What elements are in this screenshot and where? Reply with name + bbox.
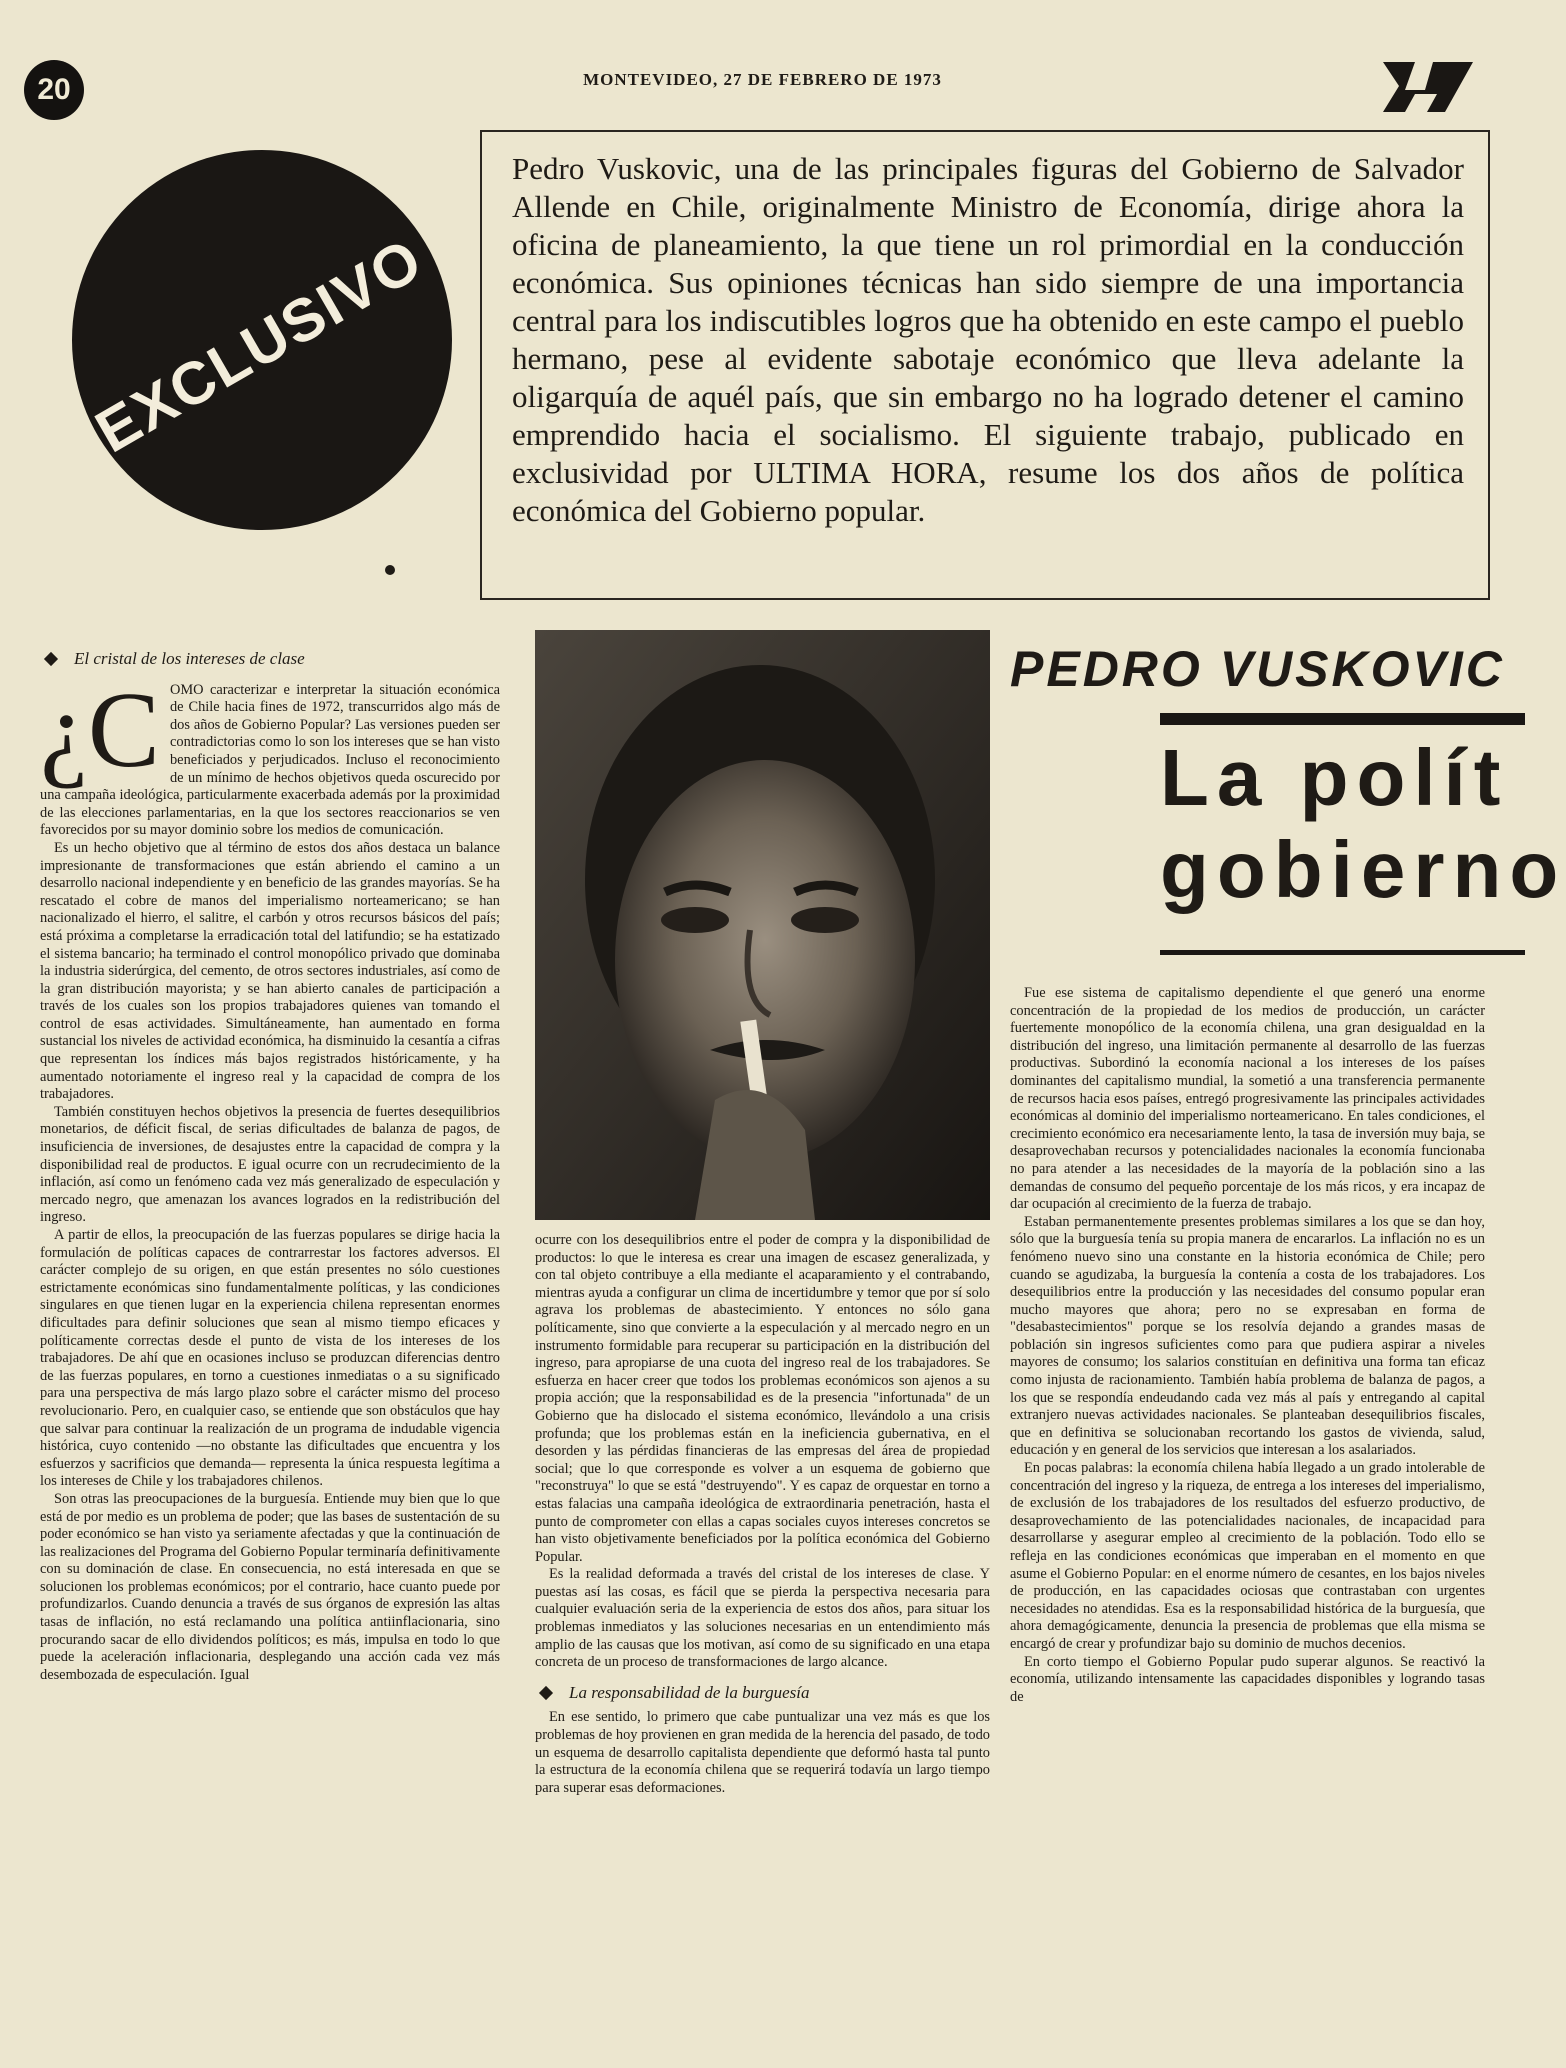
portrait-photo [535, 630, 990, 1220]
section-heading-1 [40, 650, 500, 668]
author-name: PEDRO VUSKOVIC [1010, 641, 1505, 697]
section-heading-1-text: El cristal de los intereses de clase [74, 649, 305, 668]
exclusivo-badge [72, 150, 452, 530]
paragraph: En corto tiempo el Gobierno Popular pudo superar algunos. Se reactivó la economía, utilizando intensamente las capacidades disponibles y logrando tasas de [1010, 1653, 1485, 1705]
title-line-2: gobierno [1160, 825, 1566, 914]
paragraph: Son otras las preocupaciones de la burguesía. Entiende muy bien que lo que está de por medio es un problema de poder; que las bases de sustentación de su poder económico se han visto ya seriamente afectadas y que la continuación de las realizaciones del Programa del Gobierno Popular terminaría definitivamente con su dominación de clase. En consecuencia, no está interesada en que se solucionen los problemas económicos; por el contrario, hace cuanto puede por profundizarlos. Cuando denuncia a través de sus órganos de expresión las altas tasas de inflación, no está reclamando una política antiinflacionaria, sino procurando sacar de ello dividendos políticos; es más, impulsa en todo lo que puede la aceleración inflacionaria, desplegando una acción cada vez más desembozada de especulación. Igual [40, 1490, 500, 1683]
paragraph: A partir de ellos, la preocupación de las fuerzas populares se dirige hacia la formulación de políticas capaces de contrarrestar los factores adversos. El carácter complejo de su origen, en que están presentes no sólo cuestiones estrictamente económicas sino fundamentalmente políticas, y las condiciones singulares en que tienen lugar en la experiencia chilena representan enormes dificultades para definir soluciones que sean al mismo tiempo eficaces y políticamente correctas desde el punto de vista de los intereses de los trabajadores. De ahí que en ocasiones incluso se produzcan diferencias dentro de las fuerzas populares, en torno a cuestiones inmediatas o a su significado para una perspectiva de más largo plazo sobre el carácter mismo del proceso revolucionario. Pero, en cualquier caso, se entiende que son obstáculos que hay que salvar para continuar la realización de un programa de indudable vigencia histórica, cuyo contenido —no obstante las dificultades que encuentra y los esfuerzos y sacrificios que demanda— representa la única respuesta legítima a los intereses de Chile y los trabajadores chilenos. [40, 1227, 500, 1490]
section-heading-2 [535, 1684, 990, 1702]
paragraph: También constituyen hechos objetivos la presencia de fuertes desequilibrios monetarios, de déficit fiscal, de serias dificultades de balanza de pagos, de insuficiencia de inversiones, de desajustes entre la capacidad de compra y la disponibilidad real de productos. E igual ocurre con un recrudecimiento de la inflación, así como un fenómeno cada vez más generalizado de especulación y mercado negro, que amenazan los avances logrados en la redistribución del ingreso. [40, 1103, 500, 1226]
article-title [1160, 732, 1566, 952]
newspaper-logo-icon [1375, 50, 1485, 120]
page-number-badge [24, 60, 84, 120]
intro-text: Pedro Vuskovic, una de las principales figuras del Gobierno de Salvador Allende en Chile, originalmente Ministro de Economía, dirige ahora la oficina de planeamiento, la que tiene un rol primordial en la conducción económica. Sus opiniones técnicas han sido siempre de una importancia central para los indiscutibles logros que ha obtenido en este campo el pueblo hermano, pese al evidente sabotaje económico que lleva adelante la oligarquía de aquél país, que sin embargo no ha logrado detener el camino emprendido hacia el socialismo. El siguiente trabajo, publicado en exclusividad por ULTIMA HORA, resume los dos años de política económica del Gobierno popular. [512, 151, 1464, 528]
intro-box [480, 130, 1490, 600]
paragraph: Es un hecho objetivo que al término de estos dos años destaca un balance impresionante de transformaciones que están abriendo el camino a un desarrollo nacional independiente y en beneficio de las grandes mayorías. Se ha rescatado el cobre de manos del imperialismo norteamericano; se han nacionalizado el hierro, el salitre, el carbón y otros recursos básicos del país; está próxima a completarse la erradicación total del latifundio; se ha estatizado el sistema bancario; ha terminado el control monopólico privado que dominaba la industria siderúrgica, del cemento, de otros sectores industriales, así como de la gran distribución mayorista; y se han abierto canales de participación a través de los cuales son los propios trabajadores quienes van tomando el control de esas actividades. Simultáneamente, han aumentado en forma sustancial los niveles de actividad económica, ha disminuido la cesantía a cifras que representan los índices más bajos registrados históricamente, y ha aumentado notoriamente el ingreso real y la capacidad de compra de los trabajadores. [40, 839, 500, 1103]
exclusivo-label: EXCLUSIVO [84, 225, 434, 466]
exclusivo-label-graphic [72, 150, 452, 530]
paragraph: Es la realidad deformada a través del cristal de los intereses de clase. Y puestas así las cosas, es fácil que se pierda la perspectiva necesaria para cualquier evaluación seria de la experiencia de estos dos años, para situar los problemas inmediatos y las soluciones necesarias en un entendimiento más amplio de las causas que los motivan, así como de su significado en una etapa concreta de un proceso de transformaciones de largo alcance. [535, 1566, 990, 1671]
title-rule-bottom [1160, 950, 1525, 955]
article-column-right [1010, 985, 1485, 1706]
paragraph: ocurre con los desequilibrios entre el poder de compra y la disponibilidad de productos: lo que le interesa es crear una imagen de escasez generalizada, y con tal objeto contribuye a ella mediante el acaparamiento y el contrabando, mientras ayuda a configurar un clima de incertidumbre y temor que por sí solo agrava los problemas de abastecimiento. Y entonces no sólo gana políticamente, sino que convierte a la especulación y al mercado negro en un instrumento formidable para recuperar su participación en la distribución del ingreso, para apropiarse de una cuota del ingreso real de los trabajadores. Se esfuerza en hacer creer que todos los problemas económicos son ajenos a su propia acción; que la responsabilidad es de la presencia "infortunada" de un Gobierno que ha dislocado el sistema económico, llevándolo a una crisis profunda; que los problemas están en la ineficiencia gubernativa, en el desorden y las pérdidas financieras de las empresas del área de propiedad social; que lo que corresponde es volver a un esquema de gobierno que "reconstruya" lo que se está "destruyendo". Y es capaz de orquestar en torno a estas falacias una campaña ideológica de extraordinaria penetración, hasta el punto de comprometer con ellas a capas sociales cuyos intereses concretos se han visto objetivamente beneficiados por la política económica del Gobierno Popular. [535, 1232, 990, 1565]
paragraph: Estaban permanentemente presentes problemas similares a los que se dan hoy, sólo que la burguesía tenía su propia manera de encararlos. La inflación no es un fenómeno nuevo sino una constante en la historia económica de Chile; pero cuando se agudizaba, la burguesía la contenía a costa de los trabajadores. Los desequilibrios entre la producción y las necesidades del consumo popular eran mucho mayores que ahora; pero no se expresaban en forma de "desabastecimientos" porque se los resolvía dejando a grandes masas de población sin ingresos suficientes como para que pudiera aspirar a niveles mayores de consumo; los salarios constituían en definitiva una forma tan eficaz como injusta de racionamiento. También había problema de balanza de pagos, a los que se respondía endeudando cada vez más al país y entregando al capital extranjero nuevas actividades nacionales. Se planteaban desequilibrios fiscales, que en definitiva se solucionaban recortando los gastos de vivienda, salud, educación y en general de los servicios que interesan a los asalariados. [1010, 1213, 1485, 1459]
article-column-left [40, 650, 500, 1684]
article-column-middle [535, 1232, 990, 1797]
paragraph: Fue ese sistema de capitalismo dependiente el que generó una enorme concentración de la propiedad de los medios de producción, un carácter fuertemente monopólico de la economía chilena, una gran desigualdad en la distribución del ingreso, una limitación permanente al desarrollo de las fuerzas productivas. Subordinó la economía nacional a los intereses de los países dominantes del capitalismo mundial, la sometió a una transferencia permanente de recursos hacia esos países, entregó progresivamente las principales actividades económicas al dominio del imperialismo norteamericano. En tales condiciones, el crecimiento económico era necesariamente lento, la tasa de inversión muy baja, se desaprovechaban recursos y potencialidades nacionales la economía funcionaba no para atender a las necesidades de la mayoría de la población sino a las demandas de consumo del pequeño porcentaje de los más ricos, y era incapaz de dar ocupación al crecimiento de la fuerza de trabajo. [1010, 985, 1485, 1213]
paragraph: En pocas palabras: la economía chilena había llegado a un grado intolerable de concentración del ingreso y la riqueza, de entrega a los intereses del imperialismo, de exclusión de los trabajadores de los resultados del esfuerzo productivo, de desaprovechamiento de las potencialidades nacionales, de incapacidad para desarrollarse y asegurar empleo al crecimiento de la población. Todo ello se refleja en las condiciones económicas que imperaban en el momento en que asume el Gobierno Popular: en el enorme número de cesantes, en los bajos niveles de producción, en las capacidades ociosas que contrastaban con urgentes necesidades no atendidas. Esa es la responsabilidad histórica de la burguesía, que ahora demagógicamente, denuncia la presencia de problemas que ella misma se encargó de crear y profundizar bajo su dominio de muchos decenios. [1010, 1460, 1485, 1652]
section-heading-2-text: La responsabilidad de la burguesía [569, 1682, 810, 1702]
paragraph: OMO caracterizar e interpretar la situación económica de Chile hacia fines de 1972, transcurridos algo más de dos años de Gobierno Popular? Las versiones pueden ser contradictorias como lo son los intereses que se han visto beneficiados y perjudicados. Incluso el reconocimiento de un mínimo de hechos objetivos queda oscurecido por una campaña ideológica, particularmente exacerbada además por la proximidad de las elecciones parlamentarias, en la que los sectores reaccionarios se ven favorecidos por su mayor dominio sobre los medios de comunicación. [40, 681, 500, 839]
bullet-dot [385, 565, 395, 575]
portrait-image [535, 630, 990, 1220]
diamond-bullet-icon [539, 1686, 553, 1700]
paragraph: En ese sentido, lo primero que cabe puntualizar una vez más es que los problemas de hoy provienen en gran medida de la herencia del pasado, de todo un esquema de desarrollo capitalista dependiente que deformó hasta tal punto la estructura de la economía chilena que se requerirá todavía un largo tiempo para superar esas deformaciones. [535, 1709, 990, 1796]
title-rule-top [1160, 713, 1525, 725]
title-line-1: La polít [1160, 733, 1509, 822]
dateline: MONTEVIDEO, 27 DE FEBRERO DE 1973 [583, 70, 942, 89]
page-number: 20 [37, 73, 71, 106]
dropcap: ¿C [40, 670, 160, 790]
diamond-bullet-icon [44, 652, 58, 666]
